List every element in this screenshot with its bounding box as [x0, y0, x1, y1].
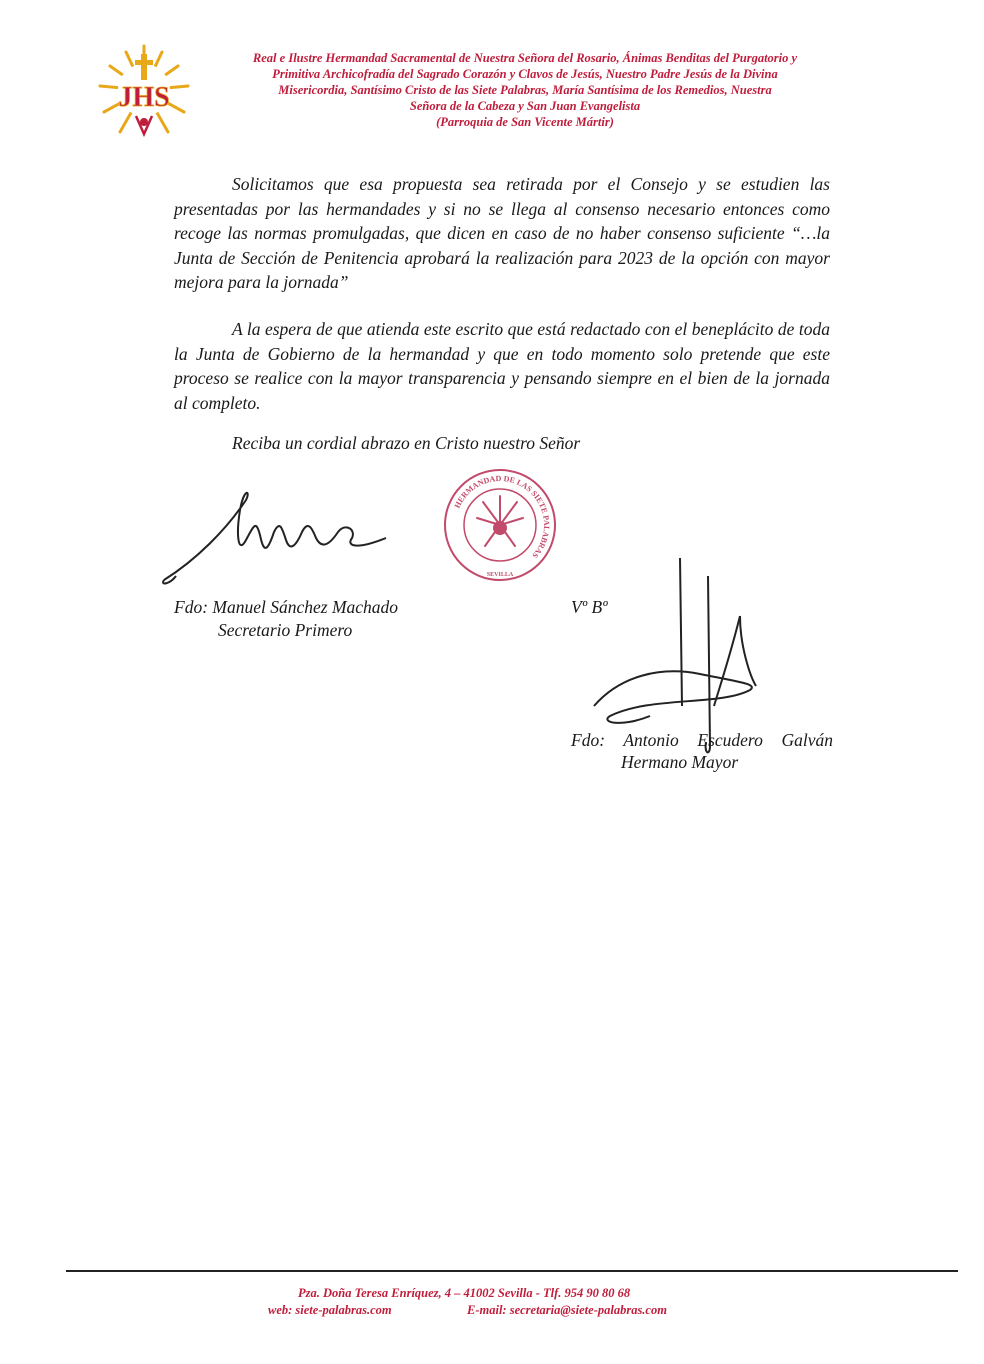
letterhead-line: Misericordia, Santísimo Cristo de las Siete Palabras, María Santísima de los Remedios, Nuestra — [278, 83, 772, 97]
brotherhood-crest-logo — [96, 42, 192, 142]
brotherhood-stamp — [441, 466, 559, 584]
footer-divider — [66, 1270, 958, 1272]
secretary-signature — [156, 480, 396, 592]
svg-text:HERMANDAD DE LAS SIETE PALABRA: HERMANDAD DE LAS SIETE PALABRAS — [452, 473, 552, 560]
secretary-name: Fdo: Manuel Sánchez Machado — [174, 597, 399, 617]
svg-text:SEVILLA: SEVILLA — [486, 572, 514, 578]
letterhead-line: Primitiva Archicofradía del Sagrado Corazón y Clavos de Jesús, Nuestro Padre Jesús de la Divina — [272, 67, 778, 81]
letterhead-parish: (Parroquia de San Vicente Mártir) — [436, 115, 614, 129]
hermano-mayor-name: Fdo: Antonio Escudero Galván — [571, 730, 833, 750]
body-paragraph-2: A la espera de que atienda este escrito que está redactado con el beneplácito de toda la Junta de Gobierno de la hermandad y que en todo momento solo pretende que este proceso se realice con la mayor transparencia y pensando siempre en el bien de la jornada al completo. — [174, 319, 830, 413]
footer-email: E-mail: secretaria@siete-palabras.com — [467, 1303, 667, 1317]
letterhead — [200, 50, 850, 130]
visto-bueno-label: Vº Bº — [571, 597, 608, 617]
letterhead-line: Señora de la Cabeza y San Juan Evangelista — [409, 99, 641, 113]
svg-text:JHS: JHS — [118, 82, 170, 113]
closing-line: Reciba un cordial abrazo en Cristo nuestro Señor — [232, 433, 581, 453]
secretary-role: Secretario Primero — [218, 620, 353, 640]
footer-address: Pza. Doña Teresa Enríquez, 4 – 41002 Sevilla - Tlf. 954 90 80 68 — [298, 1286, 631, 1300]
letterhead-line: Real e Ilustre Hermandad Sacramental de Nuestra Señora del Rosario, Ánimas Benditas del Purgatorio y — [252, 51, 798, 65]
footer-web: web: siete-palabras.com — [268, 1303, 392, 1317]
hermano-mayor-role: Hermano Mayor — [621, 752, 739, 772]
body-paragraph-1: Solicitamos que esa propuesta sea retirada por el Consejo y se estudien las presentadas por las hermandades y si no se llega al consenso necesario entonces como recoge las normas promulgadas, que dicen en caso de no haber consenso suficiente “…la Junta de Sección de Penitencia aprobará la realización para 2023 de la opción con mayor mejora para la jornada” — [174, 174, 830, 292]
